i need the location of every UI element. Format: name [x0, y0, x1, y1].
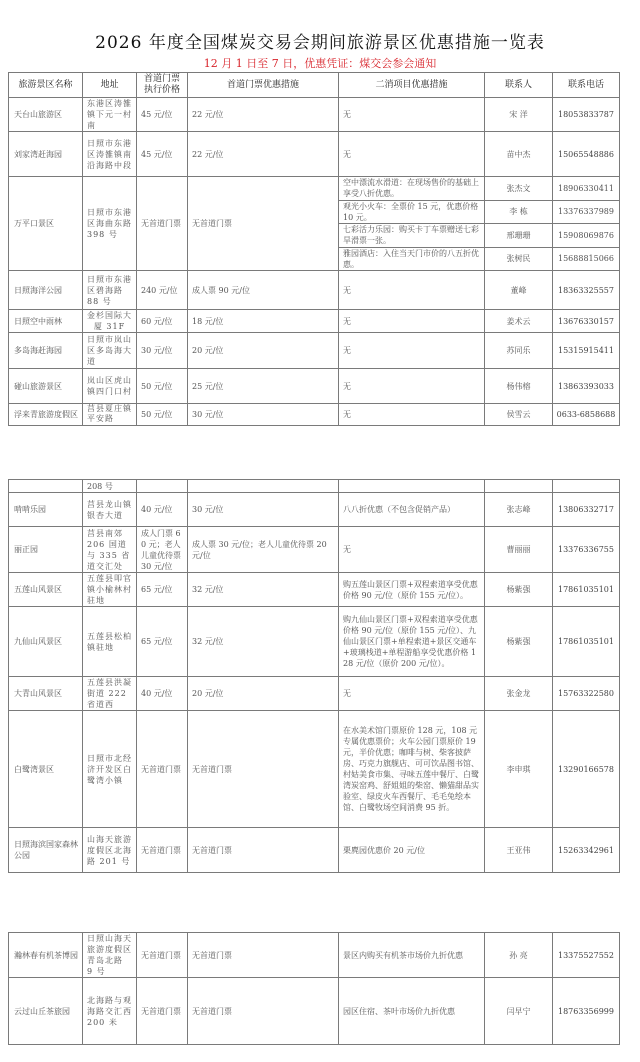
secondary-discount: 空中漂流水滑道：在现场售价的基础上享受八折优惠。 — [343, 178, 479, 199]
empty-cell — [553, 480, 620, 493]
table-row-continuation — [9, 480, 620, 493]
scenic-name: 丽正园 — [9, 527, 83, 573]
address: 五莲县洪凝街道 222 省道西 — [83, 677, 137, 711]
header-ticket-discount: 首道门票优惠措施 — [188, 73, 339, 98]
document-subtitle: 12 月 1 日至 7 日，优惠凭证：煤交会参会通知 — [203, 57, 437, 70]
scenic-name: 九仙山风景区 — [9, 607, 83, 677]
contact-phone[interactable]: 18763356999 — [553, 978, 620, 1045]
secondary-discount: 景区内购买有机茶市场价九折优惠 — [339, 933, 485, 978]
address: 日照市东港区海曲东路 398 号 — [83, 177, 137, 271]
secondary-discount: 无 — [339, 369, 485, 404]
table-row — [9, 98, 620, 132]
address: 莒县龙山镇银杏大道 — [83, 493, 137, 527]
contact-phone[interactable]: 15688815066 — [553, 247, 619, 271]
table-row — [9, 573, 620, 607]
ticket-price: 50 元/位 — [137, 404, 188, 426]
scenic-name: 多岛海赶海园 — [9, 333, 83, 369]
contact-phone[interactable]: 13375527552 — [553, 933, 620, 978]
address: 五莲县叩官镇小榆林村驻地 — [83, 573, 137, 607]
contact-person: 杨紫强 — [485, 607, 553, 677]
secondary-discount: 八八折优惠（不包含促销产品） — [339, 493, 485, 527]
scenic-name: 云过山丘茶旅园 — [9, 978, 83, 1045]
ticket-discount: 无首道门票 — [188, 933, 339, 978]
ticket-discount: 20 元/位 — [188, 333, 339, 369]
address: 日照市北经济开发区白鹭湾小镇 — [83, 711, 137, 828]
contact-person: 苏同乐 — [485, 333, 553, 369]
secondary-discount: 无 — [339, 132, 485, 177]
address: 日照山海天旅游度假区青岛北路 9 号 — [83, 933, 137, 978]
table-row — [9, 828, 620, 873]
secondary-discount: 观光小火车：全票价 15 元，优惠价格 10 元。 — [339, 200, 484, 224]
contact-phone[interactable]: 13806332717 — [553, 493, 620, 527]
secondary-discount: 园区住宿、茶叶市场价九折优惠 — [339, 978, 485, 1045]
header-secondary-discount: 二消项目优惠措施 — [339, 73, 485, 98]
ticket-price: 40 元/位 — [137, 677, 188, 711]
header-phone: 联系电话 — [553, 73, 620, 98]
scenic-name: 碰山旅游景区 — [9, 369, 83, 404]
table-row — [9, 310, 620, 333]
contact-person: 董峰 — [485, 271, 553, 310]
ticket-price: 45 元/位 — [137, 132, 188, 177]
ticket-price: 成人门票 60 元；老人儿童优待票 30 元/位 — [137, 527, 188, 573]
ticket-price: 65 元/位 — [137, 607, 188, 677]
contact-person: 李 栋 — [485, 200, 552, 224]
ticket-price: 无首道门票 — [137, 828, 188, 873]
contact-phone[interactable]: 18363325557 — [553, 271, 620, 310]
contact-phone[interactable]: 13376337989 — [553, 200, 619, 224]
table-header-row — [9, 73, 620, 98]
table-row — [9, 404, 620, 426]
ticket-discount: 成人票 30 元/位；老人儿童优待票 20 元/位 — [188, 527, 339, 573]
ticket-discount: 无首道门票 — [188, 828, 339, 873]
secondary-discount: 雅园酒店：入住当天门市价的八五折优惠。 — [339, 247, 484, 271]
secondary-discount: 无 — [339, 310, 485, 333]
discount-table-part-3 — [8, 932, 620, 1045]
table-row — [9, 978, 620, 1045]
contact-phone[interactable]: 13863393033 — [553, 369, 620, 404]
contact-phone[interactable]: 15065548886 — [553, 132, 620, 177]
header-ticket-price — [137, 73, 188, 98]
contact-person: 张金龙 — [485, 677, 553, 711]
contact-person-group — [485, 177, 553, 271]
empty-cell — [339, 480, 485, 493]
scenic-name: 日照海洋公园 — [9, 271, 83, 310]
address: 日照市东港区碧海路 88 号 — [83, 271, 137, 310]
contact-person: 侯雪云 — [485, 404, 553, 426]
address: 岚山区虎山镇四门口村 — [83, 369, 137, 404]
ticket-discount: 成人票 90 元/位 — [188, 271, 339, 310]
discount-table-part-1 — [8, 72, 620, 426]
address: 日照市东港区涛雒镇南沿海路中段 — [83, 132, 137, 177]
address: 莒县南郊 206 国道与 335 省道交汇处 — [83, 527, 137, 573]
contact-person: 李申琪 — [485, 711, 553, 828]
ticket-discount: 22 元/位 — [188, 132, 339, 177]
table-row — [9, 527, 620, 573]
ticket-discount: 30 元/位 — [188, 404, 339, 426]
ticket-price: 65 元/位 — [137, 573, 188, 607]
ticket-price: 60 元/位 — [137, 310, 188, 333]
address: 五莲县松柏镇驻地 — [83, 607, 137, 677]
contact-person: 杨紫强 — [485, 573, 553, 607]
contact-phone[interactable]: 15315915411 — [553, 333, 620, 369]
ticket-price: 240 元/位 — [137, 271, 188, 310]
contact-person: 闫早宁 — [485, 978, 553, 1045]
scenic-name: 日照海滨国家森林公园 — [9, 828, 83, 873]
contact-person: 张志峰 — [485, 493, 553, 527]
ticket-price: 无首道门票 — [137, 177, 188, 271]
secondary-discount: 购九仙山景区门票+双程索道享受优惠价格 90 元/位（原价 155 元/位）、九仙山景区门票+单程索道+景区交通车+玻璃栈道+单程游船享受优惠价格 128 元/位（原价 200 元/位）。 — [339, 607, 485, 677]
ticket-price: 30 元/位 — [137, 333, 188, 369]
ticket-discount: 32 元/位 — [188, 607, 339, 677]
contact-phone-group — [553, 177, 620, 271]
secondary-discount: 在水美术馆门票原价 128 元，108 元专属优惠票价；火车公园门票原价 19 元，半价优惠；咖啡与树、柴客披萨房、巧克力旗舰店、可可饮品图书馆、村姑美食市集、寻味五莲中餐厅、白鹭湾炭窑鸡、舒姐姐的柴窑、懒猫甜品实验室、绿皮火车西餐厅、毛毛兔绘本馆、白鹭牧场空间消费 95 折。 — [339, 711, 485, 828]
contact-phone[interactable]: 0633-6858688 — [553, 404, 620, 426]
ticket-price: 45 元/位 — [137, 98, 188, 132]
address: 日照市岚山区多岛海大道 — [83, 333, 137, 369]
table-row — [9, 177, 620, 271]
contact-phone[interactable]: 15763322580 — [553, 677, 620, 711]
contact-person: 姜术云 — [485, 310, 553, 333]
header-scenic-name: 旅游景区名称 — [9, 73, 83, 98]
contact-phone[interactable]: 13676330157 — [553, 310, 620, 333]
scenic-name: 天台山旅游区 — [9, 98, 83, 132]
contact-person: 邢珊珊 — [485, 223, 552, 247]
contact-phone[interactable]: 18053833787 — [553, 98, 620, 132]
table-row — [9, 132, 620, 177]
scenic-name: 浮来青旅游度假区 — [9, 404, 83, 426]
contact-person: 王亚伟 — [485, 828, 553, 873]
secondary-discount-group — [339, 177, 485, 271]
ticket-price: 无首道门票 — [137, 711, 188, 828]
contact-phone[interactable]: 17861035101 — [553, 607, 620, 677]
scenic-name: 瀚林春有机茶博园 — [9, 933, 83, 978]
address: 山海天旅游度假区北海路 201 号 — [83, 828, 137, 873]
table-row — [9, 933, 620, 978]
contact-person: 孙 亮 — [485, 933, 553, 978]
header-ticket-price-line1: 首道门票 — [143, 74, 180, 84]
ticket-discount: 22 元/位 — [188, 98, 339, 132]
empty-cell — [9, 480, 83, 493]
ticket-discount: 30 元/位 — [188, 493, 339, 527]
ticket-discount: 32 元/位 — [188, 573, 339, 607]
scenic-name: 白鹭湾景区 — [9, 711, 83, 828]
contact-phone[interactable]: 13290166578 — [553, 711, 620, 828]
secondary-discount: 无 — [339, 98, 485, 132]
ticket-price: 无首道门票 — [137, 933, 188, 978]
scenic-name: 万平口景区 — [9, 177, 83, 271]
ticket-discount: 无首道门票 — [188, 978, 339, 1045]
document-title: 2026 年度全国煤炭交易会期间旅游景区优惠措施一览表 — [95, 33, 545, 53]
table-row — [9, 711, 620, 828]
address: 金杉国际大厦 31F — [83, 310, 137, 333]
header-address: 地址 — [83, 73, 137, 98]
ticket-discount: 无首道门票 — [188, 177, 339, 271]
secondary-discount: 无 — [339, 404, 485, 426]
contact-phone[interactable]: 15908069876 — [553, 223, 619, 247]
contact-phone[interactable]: 17861035101 — [553, 573, 620, 607]
header-ticket-price-line2: 执行价格 — [143, 85, 180, 95]
contact-phone[interactable]: 13376336755 — [553, 527, 620, 573]
ticket-price: 40 元/位 — [137, 493, 188, 527]
secondary-discount: 七彩活力乐园：购买卡丁车票赠送七彩旱滑票一张。 — [339, 223, 484, 247]
contact-person: 张树民 — [485, 247, 552, 271]
table-row — [9, 493, 620, 527]
secondary-discount: 无 — [339, 677, 485, 711]
table-row — [9, 607, 620, 677]
secondary-discount: 无 — [339, 271, 485, 310]
ticket-discount: 25 元/位 — [188, 369, 339, 404]
contact-phone[interactable]: 15263342961 — [553, 828, 620, 873]
empty-cell — [485, 480, 553, 493]
contact-person: 苗中杰 — [485, 132, 553, 177]
discount-table-part-2 — [8, 479, 620, 873]
scenic-name: 刘家湾赶海园 — [9, 132, 83, 177]
secondary-discount: 无 — [339, 527, 485, 573]
empty-cell — [188, 480, 339, 493]
table-row — [9, 271, 620, 310]
contact-person: 曹丽丽 — [485, 527, 553, 573]
ticket-discount: 20 元/位 — [188, 677, 339, 711]
ticket-discount: 18 元/位 — [188, 310, 339, 333]
secondary-discount: 栗麂园优惠价 20 元/位 — [339, 828, 485, 873]
secondary-discount: 无 — [339, 333, 485, 369]
ticket-price: 50 元/位 — [137, 369, 188, 404]
contact-person: 张杰文 — [506, 183, 531, 193]
scenic-name: 大青山风景区 — [9, 677, 83, 711]
table-row — [9, 369, 620, 404]
address: 莒县夏庄镇平安路 — [83, 404, 137, 426]
ticket-discount: 无首道门票 — [188, 711, 339, 828]
secondary-discount: 购五莲山景区门票+双程索道享受优惠价格 90 元/位（原价 155 元/位）。 — [339, 573, 485, 607]
table-row — [9, 677, 620, 711]
contact-person: 杨伟榕 — [485, 369, 553, 404]
address-continuation: 208 号 — [83, 480, 137, 493]
scenic-name: 五莲山风景区 — [9, 573, 83, 607]
table-row — [9, 333, 620, 369]
scenic-name: 日照空中雨林 — [9, 310, 83, 333]
empty-cell — [137, 480, 188, 493]
ticket-price: 无首道门票 — [137, 978, 188, 1045]
header-contact: 联系人 — [485, 73, 553, 98]
contact-person: 宋 洋 — [485, 98, 553, 132]
scenic-name: 啃啃乐园 — [9, 493, 83, 527]
contact-phone[interactable]: 18906330411 — [558, 183, 614, 193]
address: 北海路与观海路交汇西 200 米 — [83, 978, 137, 1045]
address: 东港区涛雒镇下元一村南 — [83, 98, 137, 132]
